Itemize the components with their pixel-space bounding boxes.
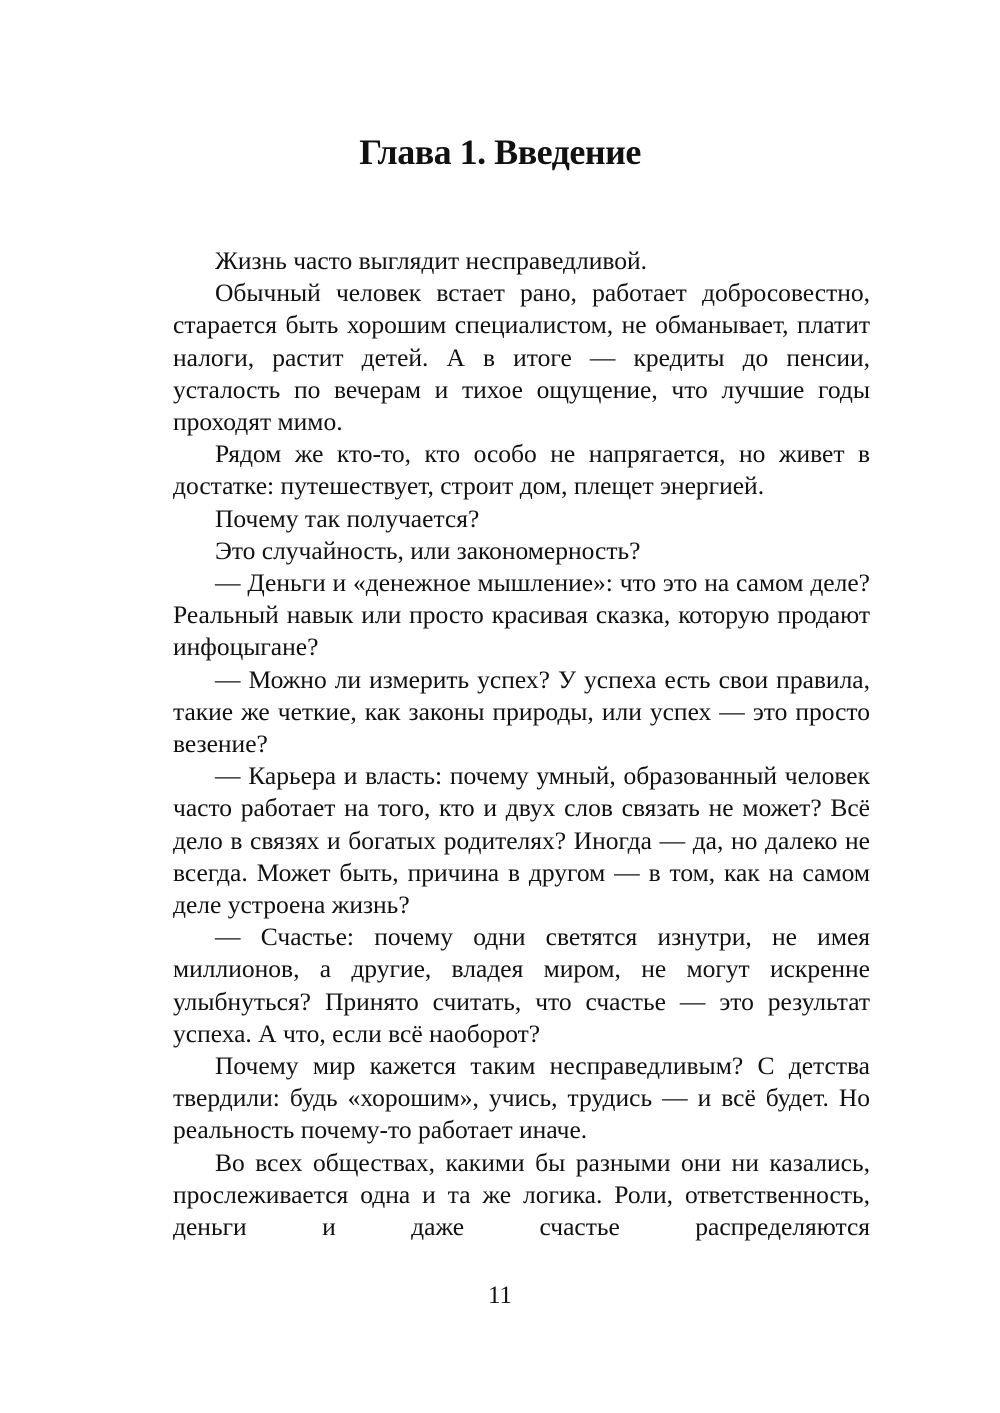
- body-text: [173, 245, 870, 1243]
- page-number: 11: [487, 1282, 513, 1309]
- paragraph: — Можно ли измерить успех? У успеха есть свои правила, такие же четкие, как законы природы, или успех — это просто везение?: [173, 664, 870, 759]
- paragraph: Во всех обществах, какими бы разными они ни казались, прослеживается одна и та же логика. Роли, ответственность, деньги и даже счастье распределяются: [173, 1147, 870, 1242]
- paragraph: — Счастье: почему одни светятся изнутри, не имея миллионов, а другие, владея миром, не могут искренне улыбнуться? Принято считать, что счастье — это результат успеха. А что, если всё наоборот?: [173, 922, 870, 1048]
- paragraph: — Деньги и «денежное мышление»: что это на самом деле? Реальный навык или просто красивая сказка, которую продают инфоцыгане?: [173, 568, 870, 662]
- chapter-title: Глава 1. Введение: [359, 132, 641, 172]
- paragraph: Это случайность, или закономерность?: [215, 535, 641, 565]
- paragraph: — Карьера и власть: почему умный, образованный человек часто работает на того, кто и двух слов связать не может? Всё дело в связях и богатых родителях? Иногда — да, но далеко не всегда. Может быть, причина в другом — в том, как на самом деле устроена жизнь?: [173, 761, 870, 920]
- paragraph: Жизнь часто выглядит несправедливой.: [215, 246, 648, 275]
- paragraph: Рядом же кто-то, кто особо не напрягается, но живет в достатке: путешествует, строит дом, плещет энергией.: [173, 439, 870, 501]
- paragraph: Почему мир кажется таким несправедливым? С детства твердили: будь «хорошим», учись, трудись — и всё будет. Но реальность почему-то работает иначе.: [173, 1051, 870, 1145]
- paragraph: Обычный человек встает рано, работает добросовестно, старается быть хорошим специалистом, не обманывает, платит налоги, растит детей. А в итоге — кредиты до пенсии, усталость по вечерам и тихое ощущение, что лучшие годы проходят мимо.: [173, 278, 870, 437]
- paragraph: Почему так получается?: [215, 503, 480, 533]
